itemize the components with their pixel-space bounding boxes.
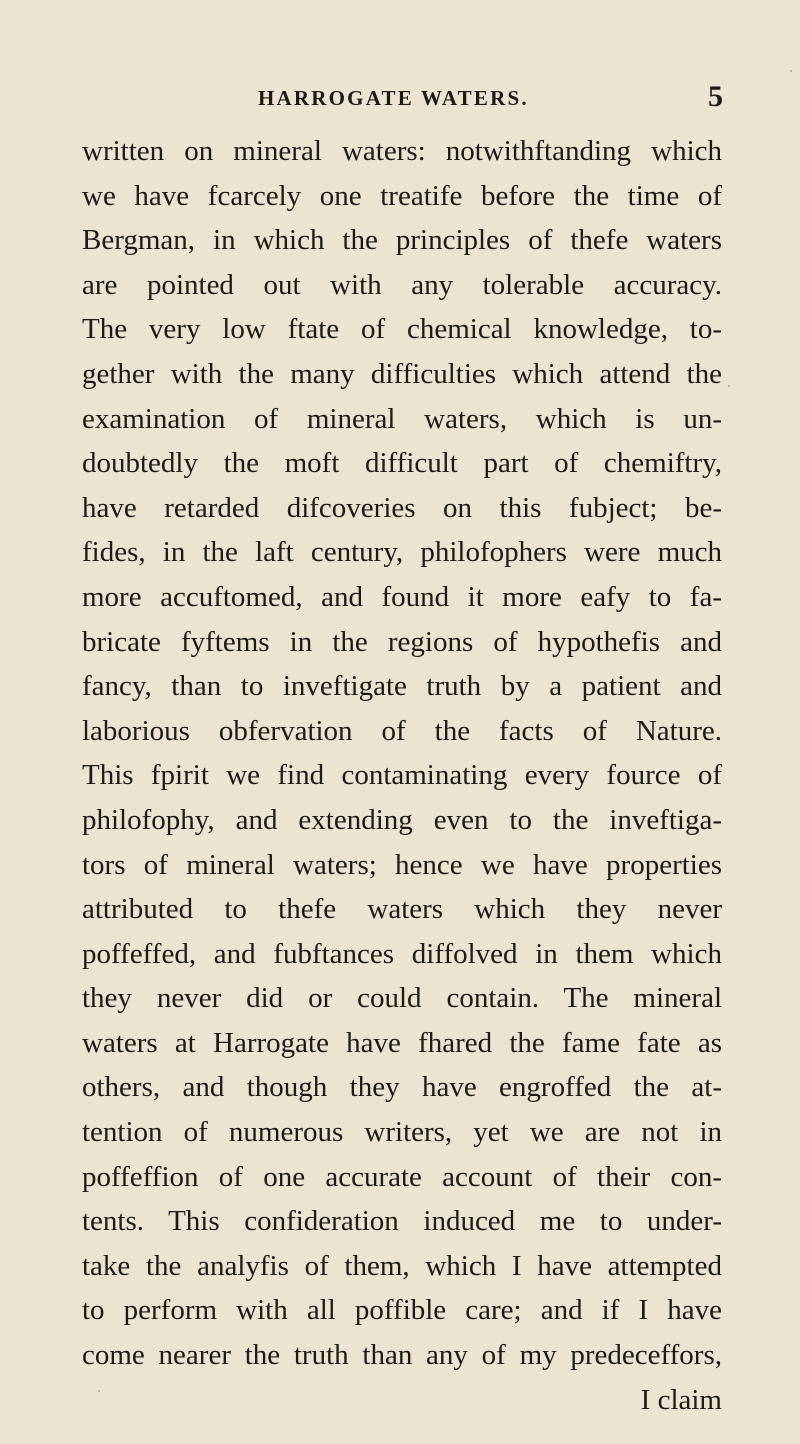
- text-line: The very low ftate of chemical knowledge, to-: [82, 313, 722, 346]
- text-line: poffeffion of one accurate account of their con-: [82, 1160, 722, 1193]
- text-line: poffeffed, and fubftances diffolved in them which: [82, 937, 722, 970]
- text-line: Bergman, in which the principles of thefe waters: [82, 224, 722, 257]
- text-line: fides, in the laft century, philofophers were much: [82, 536, 722, 569]
- text-line: tention of numerous writers, yet we are not in: [82, 1116, 722, 1149]
- text-line: fancy, than to inveftigate truth by a patient and: [82, 670, 722, 703]
- running-title: HARROGATE WATERS.: [258, 86, 529, 110]
- text-line: they never did or could contain. The mineral: [82, 982, 722, 1015]
- page-number: 5: [708, 80, 723, 113]
- text-line: more accuftomed, and found it more eafy to fa-: [82, 580, 722, 613]
- paper-speck: [728, 385, 730, 387]
- page-header: [0, 72, 800, 112]
- text-line: This fpirit we find contaminating every fource of: [82, 759, 722, 792]
- text-line: attributed to thefe waters which they never: [82, 893, 722, 926]
- text-line: waters at Harrogate have fhared the fame fate as: [82, 1026, 722, 1059]
- body-text: [82, 129, 722, 1422]
- text-line: tents. This confideration induced me to under-: [82, 1205, 722, 1238]
- paper-speck: [98, 1390, 100, 1392]
- text-line: examination of mineral waters, which is un-: [82, 402, 722, 435]
- text-line: are pointed out with any tolerable accuracy.: [82, 268, 722, 301]
- text-line: we have fcarcely one treatife before the time of: [82, 179, 722, 212]
- text-line: others, and though they have engroffed the at-: [82, 1071, 722, 1104]
- text-line: tors of mineral waters; hence we have properties: [82, 848, 722, 881]
- paper-speck: [790, 70, 792, 72]
- text-line: philofophy, and extending even to the inveftiga-: [82, 803, 722, 836]
- text-line: take the analyfis of them, which I have attempted: [82, 1249, 722, 1282]
- text-line: have retarded difcoveries on this fubject; be-: [82, 491, 722, 524]
- text-line: laborious obfervation of the facts of Nature.: [82, 714, 722, 747]
- catchword: I claim: [640, 1383, 722, 1416]
- text-line: bricate fyftems in the regions of hypothefis and: [82, 625, 722, 658]
- text-line: gether with the many difficulties which attend the: [82, 357, 722, 390]
- text-line: doubtedly the moft difficult part of chemiftry,: [82, 447, 722, 480]
- text-line: come nearer the truth than any of my predeceffors,: [82, 1339, 722, 1372]
- text-line: to perform with all poffible care; and if I have: [82, 1294, 722, 1327]
- text-line: written on mineral waters: notwithftanding which: [82, 135, 722, 167]
